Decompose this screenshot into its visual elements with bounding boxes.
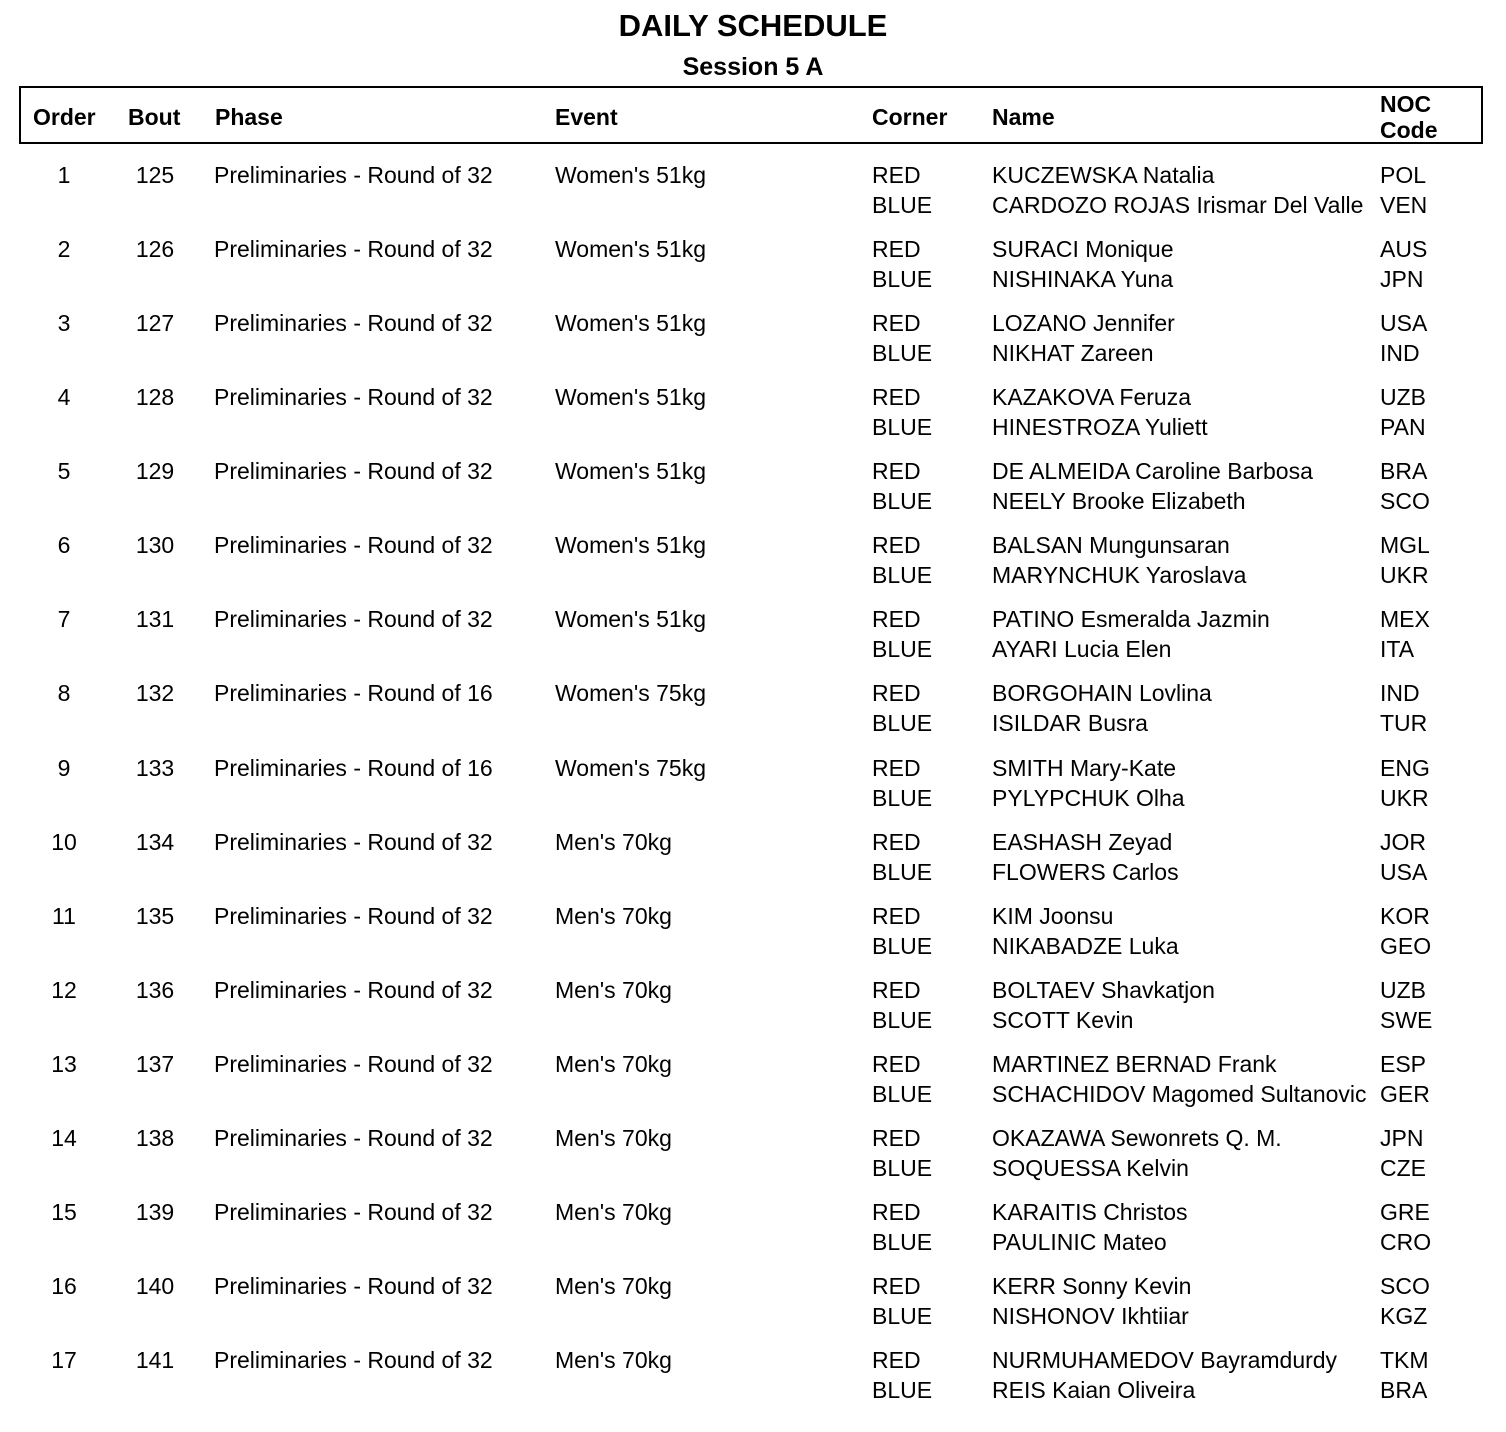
blue-corner-label: BLUE	[872, 192, 933, 218]
blue-corner-label: BLUE	[872, 1377, 933, 1403]
red-noc-code: POL	[1380, 162, 1427, 188]
header-phase: Phase	[215, 104, 283, 130]
blue-noc-code: UKR	[1380, 785, 1429, 811]
order-cell: 13	[51, 1051, 77, 1077]
header-noc-code	[1380, 91, 1438, 143]
red-corner-label: RED	[872, 1125, 921, 1151]
blue-corner-label: BLUE	[872, 1155, 933, 1181]
corner-cell	[872, 456, 932, 516]
name-cell	[992, 456, 1313, 516]
blue-noc-code: GEO	[1380, 933, 1432, 959]
event-cell: Men's 70kg	[555, 1199, 672, 1225]
red-noc-code: JOR	[1380, 829, 1426, 855]
table-row	[0, 1345, 1506, 1419]
red-boxer-name: BOLTAEV Shavkatjon	[992, 977, 1215, 1003]
red-boxer-name: NURMUHAMEDOV Bayramdurdy	[992, 1347, 1338, 1373]
bout-cell: 138	[135, 1125, 175, 1151]
order-cell: 5	[57, 458, 71, 484]
name-cell	[992, 975, 1215, 1035]
header-noc-line1: NOC	[1380, 91, 1432, 117]
phase-cell: Preliminaries - Round of 32	[214, 1051, 493, 1077]
blue-noc-code: ITA	[1380, 636, 1415, 662]
bout-cell: 125	[135, 162, 175, 188]
red-boxer-name: EASHASH Zeyad	[992, 829, 1173, 855]
blue-boxer-name: AYARI Lucia Elen	[992, 636, 1172, 662]
noc-cell	[1380, 382, 1426, 442]
table-row	[0, 1123, 1506, 1197]
corner-cell	[872, 827, 932, 887]
blue-noc-code: TUR	[1380, 710, 1428, 736]
event-cell: Women's 75kg	[555, 755, 706, 781]
bout-cell: 134	[135, 829, 175, 855]
red-corner-label: RED	[872, 755, 921, 781]
corner-cell	[872, 604, 932, 664]
red-boxer-name: BALSAN Mungunsaran	[992, 532, 1230, 558]
corner-cell	[872, 753, 932, 813]
event-cell: Men's 70kg	[555, 829, 672, 855]
red-corner-label: RED	[872, 829, 921, 855]
name-cell	[992, 530, 1246, 590]
red-noc-code: MEX	[1380, 606, 1430, 632]
noc-cell	[1380, 160, 1427, 220]
name-cell	[992, 160, 1363, 220]
phase-cell: Preliminaries - Round of 32	[214, 236, 493, 262]
event-cell: Men's 70kg	[555, 1051, 672, 1077]
bout-cell: 128	[135, 384, 175, 410]
phase-cell: Preliminaries - Round of 32	[214, 1125, 493, 1151]
table-row	[0, 308, 1506, 382]
blue-noc-code: UKR	[1380, 562, 1429, 588]
red-noc-code: UZB	[1380, 977, 1426, 1003]
event-cell: Men's 70kg	[555, 1347, 672, 1373]
red-boxer-name: KARAITIS Christos	[992, 1199, 1188, 1225]
blue-noc-code: IND	[1380, 340, 1420, 366]
red-noc-code: MGL	[1380, 532, 1430, 558]
noc-cell	[1380, 234, 1427, 294]
name-cell	[992, 604, 1270, 664]
noc-cell	[1380, 308, 1427, 368]
red-boxer-name: KERR Sonny Kevin	[992, 1273, 1192, 1299]
header-name: Name	[992, 104, 1055, 130]
bout-cell: 129	[135, 458, 175, 484]
phase-cell: Preliminaries - Round of 16	[214, 755, 493, 781]
red-corner-label: RED	[872, 458, 921, 484]
red-corner-label: RED	[872, 162, 921, 188]
corner-cell	[872, 1049, 932, 1109]
phase-cell: Preliminaries - Round of 32	[214, 310, 493, 336]
blue-boxer-name: ISILDAR Busra	[992, 710, 1148, 736]
red-corner-label: RED	[872, 680, 921, 706]
event-cell: Women's 51kg	[555, 532, 706, 558]
red-noc-code: BRA	[1380, 458, 1428, 484]
table-row	[0, 753, 1506, 827]
red-corner-label: RED	[872, 903, 921, 929]
name-cell	[992, 1271, 1191, 1331]
table-header	[19, 86, 1483, 144]
blue-noc-code: USA	[1380, 859, 1428, 885]
noc-cell	[1380, 456, 1430, 516]
red-corner-label: RED	[872, 1051, 921, 1077]
order-cell: 9	[57, 755, 71, 781]
red-noc-code: KOR	[1380, 903, 1430, 929]
corner-cell	[872, 234, 932, 294]
bout-cell: 127	[135, 310, 175, 336]
blue-noc-code: KGZ	[1380, 1303, 1428, 1329]
table-row	[0, 382, 1506, 456]
blue-noc-code: SCO	[1380, 488, 1430, 514]
order-cell: 15	[51, 1199, 77, 1225]
order-cell: 6	[57, 532, 71, 558]
noc-cell	[1380, 1049, 1430, 1109]
name-cell	[992, 382, 1208, 442]
order-cell: 4	[57, 384, 71, 410]
blue-noc-code: CZE	[1380, 1155, 1426, 1181]
noc-cell	[1380, 530, 1430, 590]
red-boxer-name: BORGOHAIN Lovlina	[992, 680, 1212, 706]
name-cell	[992, 678, 1212, 738]
red-noc-code: TKM	[1380, 1347, 1429, 1373]
order-cell: 11	[52, 903, 76, 929]
bout-cell: 133	[135, 755, 175, 781]
bout-cell: 130	[135, 532, 175, 558]
corner-cell	[872, 1197, 932, 1257]
noc-cell	[1380, 678, 1427, 738]
noc-cell	[1380, 901, 1431, 961]
phase-cell: Preliminaries - Round of 32	[214, 606, 493, 632]
red-boxer-name: PATINO Esmeralda Jazmin	[992, 606, 1270, 632]
blue-boxer-name: PYLYPCHUK Olha	[992, 785, 1185, 811]
phase-cell: Preliminaries - Round of 32	[214, 458, 493, 484]
corner-cell	[872, 1123, 932, 1183]
header-corner: Corner	[872, 104, 948, 130]
phase-cell: Preliminaries - Round of 32	[214, 1273, 493, 1299]
noc-cell	[1380, 1345, 1429, 1405]
blue-corner-label: BLUE	[872, 933, 933, 959]
order-cell: 2	[57, 236, 71, 262]
red-corner-label: RED	[872, 384, 921, 410]
bout-cell: 140	[135, 1273, 175, 1299]
red-boxer-name: DE ALMEIDA Caroline Barbosa	[992, 458, 1313, 484]
blue-noc-code: JPN	[1380, 266, 1424, 292]
blue-corner-label: BLUE	[872, 340, 933, 366]
name-cell	[992, 1049, 1367, 1109]
order-cell: 16	[51, 1273, 77, 1299]
phase-cell: Preliminaries - Round of 32	[214, 829, 493, 855]
blue-corner-label: BLUE	[872, 859, 933, 885]
name-cell	[992, 234, 1174, 294]
red-noc-code: AUS	[1380, 236, 1428, 262]
blue-boxer-name: SOQUESSA Kelvin	[992, 1155, 1189, 1181]
blue-corner-label: BLUE	[872, 1229, 933, 1255]
blue-corner-label: BLUE	[872, 785, 933, 811]
red-boxer-name: OKAZAWA Sewonrets Q. M.	[992, 1125, 1282, 1151]
red-corner-label: RED	[872, 1273, 921, 1299]
red-corner-label: RED	[872, 532, 921, 558]
name-cell	[992, 827, 1179, 887]
corner-cell	[872, 975, 932, 1035]
name-cell	[992, 1345, 1337, 1405]
red-boxer-name: KUCZEWSKA Natalia	[992, 162, 1215, 188]
event-cell: Women's 51kg	[555, 236, 706, 262]
blue-corner-label: BLUE	[872, 488, 933, 514]
bout-cell: 126	[135, 236, 175, 262]
table-row	[0, 901, 1506, 975]
red-boxer-name: SURACI Monique	[992, 236, 1174, 262]
session-subtitle: Session 5 A	[682, 53, 824, 81]
event-cell: Men's 70kg	[555, 1273, 672, 1299]
table-row	[0, 456, 1506, 530]
red-corner-label: RED	[872, 310, 921, 336]
corner-cell	[872, 1345, 932, 1405]
table-row	[0, 678, 1506, 752]
phase-cell: Preliminaries - Round of 32	[214, 1347, 493, 1373]
blue-corner-label: BLUE	[872, 1303, 933, 1329]
event-cell: Men's 70kg	[555, 977, 672, 1003]
table-row	[0, 1271, 1506, 1345]
bout-cell: 131	[135, 606, 175, 632]
red-boxer-name: SMITH Mary-Kate	[992, 755, 1177, 781]
blue-corner-label: BLUE	[872, 1007, 933, 1033]
order-cell: 14	[51, 1125, 77, 1151]
phase-cell: Preliminaries - Round of 32	[214, 903, 493, 929]
table-row	[0, 160, 1506, 234]
table-row	[0, 530, 1506, 604]
corner-cell	[872, 901, 932, 961]
name-cell	[992, 901, 1179, 961]
bout-cell: 135	[135, 903, 175, 929]
blue-noc-code: SWE	[1380, 1007, 1433, 1033]
event-cell: Men's 70kg	[555, 1125, 672, 1151]
blue-corner-label: BLUE	[872, 266, 933, 292]
header-noc-line2: Code	[1380, 117, 1438, 143]
phase-cell: Preliminaries - Round of 32	[214, 1199, 493, 1225]
red-boxer-name: MARTINEZ BERNAD Frank	[992, 1051, 1277, 1077]
red-boxer-name: LOZANO Jennifer	[992, 310, 1175, 336]
blue-boxer-name: HINESTROZA Yuliett	[992, 414, 1208, 440]
blue-noc-code: VEN	[1380, 192, 1428, 218]
noc-cell	[1380, 1123, 1426, 1183]
bout-cell: 141	[135, 1347, 175, 1373]
red-noc-code: SCO	[1380, 1273, 1430, 1299]
corner-cell	[872, 160, 932, 220]
blue-boxer-name: CARDOZO ROJAS Irismar Del Valle	[992, 192, 1364, 218]
blue-noc-code: PAN	[1380, 414, 1426, 440]
corner-cell	[872, 530, 932, 590]
red-noc-code: IND	[1380, 680, 1420, 706]
event-cell: Women's 51kg	[555, 458, 706, 484]
bout-cell: 137	[135, 1051, 175, 1077]
header-event: Event	[555, 104, 618, 130]
red-corner-label: RED	[872, 977, 921, 1003]
red-noc-code: ENG	[1380, 755, 1430, 781]
corner-cell	[872, 678, 932, 738]
red-boxer-name: KIM Joonsu	[992, 903, 1114, 929]
red-corner-label: RED	[872, 1199, 921, 1225]
order-cell: 10	[51, 829, 77, 855]
red-noc-code: JPN	[1380, 1125, 1424, 1151]
bout-cell: 139	[135, 1199, 175, 1225]
blue-boxer-name: MARYNCHUK Yaroslava	[992, 562, 1247, 588]
table-row	[0, 1197, 1506, 1271]
corner-cell	[872, 308, 932, 368]
table-row	[0, 827, 1506, 901]
blue-corner-label: BLUE	[872, 414, 933, 440]
blue-boxer-name: PAULINIC Mateo	[992, 1229, 1167, 1255]
blue-corner-label: BLUE	[872, 636, 933, 662]
event-cell: Women's 51kg	[555, 606, 706, 632]
noc-cell	[1380, 1197, 1431, 1257]
blue-boxer-name: SCHACHIDOV Magomed Sultanovic	[992, 1081, 1367, 1107]
event-cell: Women's 75kg	[555, 680, 706, 706]
event-cell: Women's 51kg	[555, 162, 706, 188]
blue-noc-code: CRO	[1380, 1229, 1432, 1255]
corner-cell	[872, 1271, 932, 1331]
table-row	[0, 234, 1506, 308]
table-row	[0, 1049, 1506, 1123]
blue-corner-label: BLUE	[872, 710, 933, 736]
red-noc-code: GRE	[1380, 1199, 1430, 1225]
order-cell: 3	[57, 310, 71, 336]
page-title: DAILY SCHEDULE	[618, 8, 888, 43]
name-cell	[992, 1197, 1188, 1257]
bout-cell: 132	[135, 680, 175, 706]
blue-boxer-name: NIKHAT Zareen	[992, 340, 1154, 366]
blue-corner-label: BLUE	[872, 1081, 933, 1107]
order-cell: 1	[57, 162, 71, 188]
noc-cell	[1380, 753, 1430, 813]
phase-cell: Preliminaries - Round of 32	[214, 532, 493, 558]
blue-boxer-name: REIS Kaian Oliveira	[992, 1377, 1196, 1403]
noc-cell	[1380, 975, 1432, 1035]
red-noc-code: ESP	[1380, 1051, 1427, 1077]
phase-cell: Preliminaries - Round of 32	[214, 384, 493, 410]
corner-cell	[872, 382, 932, 442]
blue-boxer-name: NIKABADZE Luka	[992, 933, 1179, 959]
event-cell: Women's 51kg	[555, 384, 706, 410]
phase-cell: Preliminaries - Round of 32	[214, 162, 493, 188]
name-cell	[992, 1123, 1282, 1183]
blue-boxer-name: SCOTT Kevin	[992, 1007, 1134, 1033]
red-corner-label: RED	[872, 1347, 921, 1373]
name-cell	[992, 753, 1185, 813]
noc-cell	[1380, 827, 1427, 887]
red-boxer-name: KAZAKOVA Feruza	[992, 384, 1191, 410]
blue-boxer-name: NEELY Brooke Elizabeth	[992, 488, 1246, 514]
order-cell: 17	[51, 1347, 77, 1373]
table-row	[0, 975, 1506, 1049]
red-noc-code: USA	[1380, 310, 1428, 336]
event-cell: Women's 51kg	[555, 310, 706, 336]
blue-noc-code: BRA	[1380, 1377, 1428, 1403]
blue-noc-code: GER	[1380, 1081, 1430, 1107]
order-cell: 7	[57, 606, 71, 632]
name-cell	[992, 308, 1175, 368]
phase-cell: Preliminaries - Round of 16	[214, 680, 493, 706]
header-order: Order	[33, 104, 96, 130]
red-corner-label: RED	[872, 236, 921, 262]
order-cell: 8	[57, 680, 71, 706]
event-cell: Men's 70kg	[555, 903, 672, 929]
noc-cell	[1380, 604, 1430, 664]
blue-boxer-name: NISHINAKA Yuna	[992, 266, 1174, 292]
blue-boxer-name: NISHONOV Ikhtiiar	[992, 1303, 1189, 1329]
noc-cell	[1380, 1271, 1430, 1331]
red-noc-code: UZB	[1380, 384, 1426, 410]
order-cell: 12	[51, 977, 77, 1003]
blue-boxer-name: FLOWERS Carlos	[992, 859, 1179, 885]
table-row	[0, 604, 1506, 678]
bout-cell: 136	[135, 977, 175, 1003]
red-corner-label: RED	[872, 606, 921, 632]
header-bout: Bout	[128, 104, 181, 130]
blue-corner-label: BLUE	[872, 562, 933, 588]
phase-cell: Preliminaries - Round of 32	[214, 977, 493, 1003]
